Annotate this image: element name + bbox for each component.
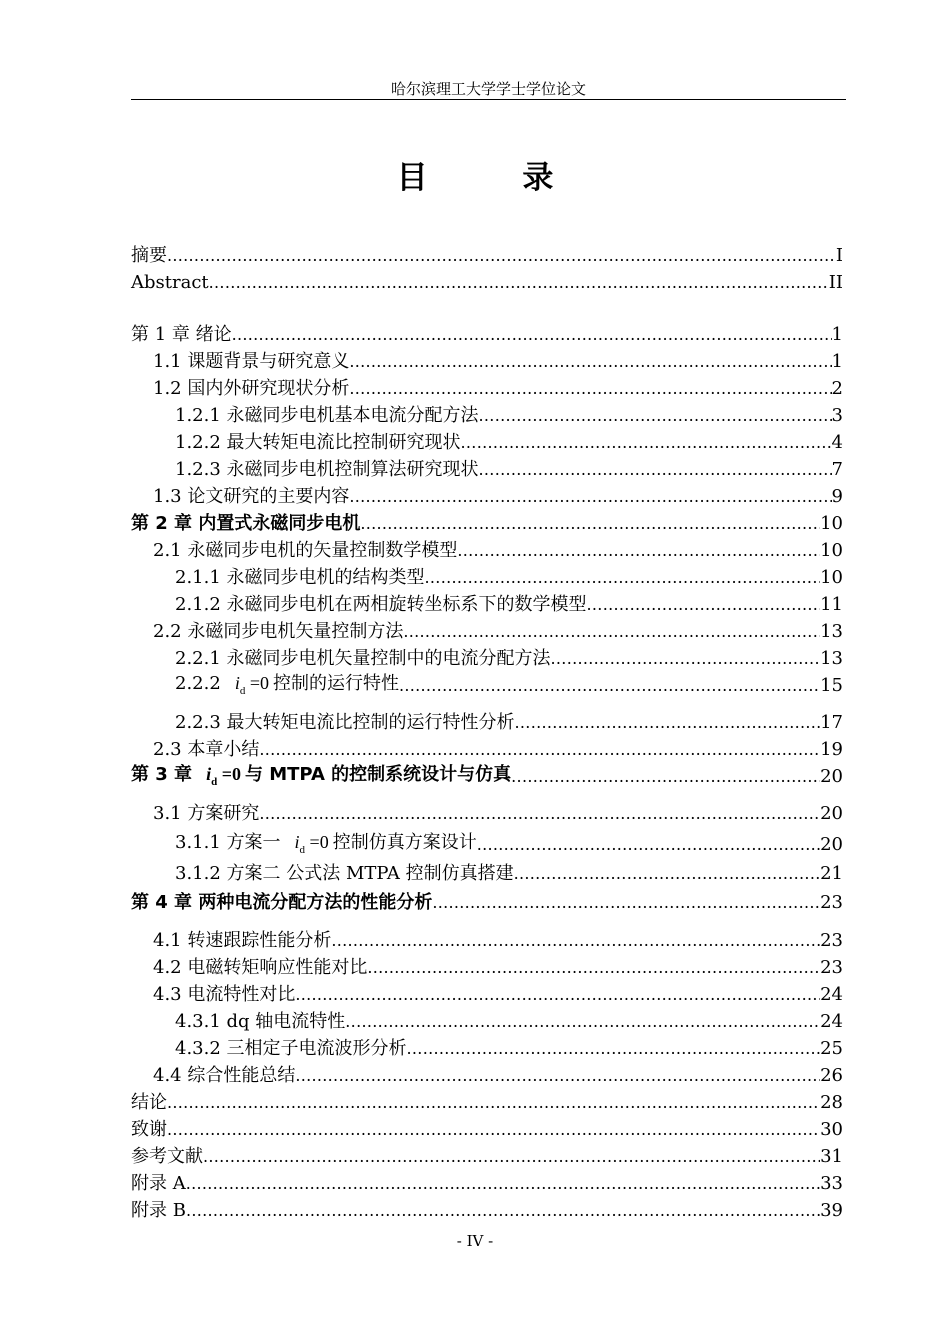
toc-entry[interactable] xyxy=(131,673,843,697)
toc-entry-label xyxy=(131,648,551,670)
toc-entry-text: 3.1.2 方案二 公式法 MTPA 控制仿真搭建 xyxy=(175,863,514,884)
toc-entry[interactable] xyxy=(131,430,843,454)
math-subscript: d xyxy=(299,844,306,856)
toc-entry-text: 2.2 永磁同步电机矢量控制方法 xyxy=(153,621,404,642)
toc-page-number: 23 xyxy=(820,930,843,951)
toc-entry-text-after: 与 MTPA 的控制系统设计与仿真 xyxy=(244,764,512,785)
toc-page-number: 28 xyxy=(820,1092,843,1113)
toc-page-number: 20 xyxy=(820,834,843,855)
toc-entry-text: 2.2.3 最大转矩电流比控制的运行特性分析 xyxy=(175,712,515,733)
toc-entry[interactable] xyxy=(131,955,843,979)
toc-page-number: 26 xyxy=(820,1065,843,1086)
toc-entry-label xyxy=(131,739,259,761)
toc-entry[interactable] xyxy=(131,270,843,294)
toc-entry-text: 4.3.2 三相定子电流波形分析 xyxy=(175,1038,407,1059)
toc-leader-dots xyxy=(479,459,832,481)
toc-page-number: 33 xyxy=(820,1173,843,1194)
toc-entry-label xyxy=(131,672,399,697)
toc-page-number: 30 xyxy=(820,1119,843,1140)
math-expression xyxy=(294,832,329,856)
toc-entry[interactable] xyxy=(131,538,843,562)
toc-entry[interactable] xyxy=(131,457,843,481)
toc-leader-dots xyxy=(403,621,820,643)
toc-entry[interactable] xyxy=(131,511,843,535)
math-rest: =0 xyxy=(217,764,241,784)
toc-leader-dots xyxy=(186,1173,820,1195)
toc-entry-text: 1.2.1 永磁同步电机基本电流分配方法 xyxy=(175,405,479,426)
toc-entry-label xyxy=(131,957,367,979)
toc-entry[interactable] xyxy=(131,565,843,589)
toc-entry-text: 1.2 国内外研究现状分析 xyxy=(153,378,350,399)
toc-page-number: 4 xyxy=(831,432,843,453)
toc-entry-text: 1.1 课题背景与研究意义 xyxy=(153,351,350,372)
toc-entry-text: 2.1.2 永磁同步电机在两相旋转坐标系下的数学模型 xyxy=(175,594,587,615)
toc-entry[interactable] xyxy=(131,890,843,914)
toc-entry-text: 第 3 章 xyxy=(131,764,193,785)
toc-entry-label xyxy=(131,324,232,346)
math-rest: =0 xyxy=(245,673,269,693)
toc-entry-text: 第 4 章 两种电流分配方法的性能分析 xyxy=(131,892,433,913)
toc-leader-dots xyxy=(514,863,821,885)
toc-leader-dots xyxy=(203,1146,820,1168)
toc-leader-dots xyxy=(407,1038,821,1060)
toc-entry-text: 2.1 永磁同步电机的矢量控制数学模型 xyxy=(153,540,458,561)
toc-page-number: 31 xyxy=(820,1146,843,1167)
toc-entry-label xyxy=(131,803,259,825)
toc-entry-label xyxy=(131,1011,345,1033)
toc-entry-text: 第 1 章 绪论 xyxy=(131,324,232,345)
toc-entry-label xyxy=(131,272,209,294)
toc-entry-text: 2.1.1 永磁同步电机的结构类型 xyxy=(175,567,425,588)
toc-page-number: 11 xyxy=(820,594,843,615)
toc-entry-text: 4.1 转速跟踪性能分析 xyxy=(153,930,332,951)
toc-entry-text: 4.3.1 dq 轴电流特性 xyxy=(175,1011,346,1032)
toc-page-number: 10 xyxy=(820,567,843,588)
toc-entry-label xyxy=(131,405,479,427)
toc-page-number: 20 xyxy=(820,766,843,787)
toc-leader-dots xyxy=(399,675,820,697)
toc-leader-dots xyxy=(479,405,832,427)
page-number: - IV - xyxy=(456,1232,494,1250)
toc-page-number: II xyxy=(828,272,843,293)
math-expression xyxy=(234,673,269,697)
toc-leader-dots xyxy=(209,272,829,294)
toc-entry-text: 2.2.1 永磁同步电机矢量控制中的电流分配方法 xyxy=(175,648,551,669)
toc-page-number: 24 xyxy=(820,1011,843,1032)
toc-leader-dots xyxy=(367,957,820,979)
toc-entry[interactable] xyxy=(131,592,843,616)
toc-entry-text: 2.3 本章小结 xyxy=(153,739,260,760)
toc-page-number: 3 xyxy=(831,405,843,426)
toc-entry-label xyxy=(131,1038,407,1060)
toc-entry-text: 4.2 电磁转矩响应性能对比 xyxy=(153,957,368,978)
toc-entry-label xyxy=(131,984,295,1006)
toc-entry-text-after: 控制的运行特性 xyxy=(272,673,399,694)
toc-entry-label xyxy=(131,1092,167,1114)
toc-entry[interactable] xyxy=(131,861,843,885)
toc-leader-dots xyxy=(461,432,832,454)
toc-entry-text: 第 2 章 内置式永磁同步电机 xyxy=(131,513,361,534)
toc-entry[interactable] xyxy=(131,982,843,1006)
toc-entry[interactable] xyxy=(131,1009,843,1033)
toc-leader-dots xyxy=(511,766,820,788)
math-subscript: d xyxy=(239,685,246,697)
toc-entry-text: 摘要 xyxy=(131,245,167,266)
toc-page-number: I xyxy=(835,245,843,266)
toc-entry[interactable] xyxy=(131,801,843,825)
toc-entry[interactable] xyxy=(131,1117,843,1141)
math-variable: i xyxy=(294,832,300,852)
toc-page-number: 24 xyxy=(820,984,843,1005)
math-variable: i xyxy=(206,764,212,784)
toc-entry-label xyxy=(131,930,331,952)
toc-page-number: 20 xyxy=(820,803,843,824)
toc-entry-text: 致谢 xyxy=(131,1119,167,1140)
toc-entry-label xyxy=(131,892,432,914)
toc-page-number: 39 xyxy=(820,1200,843,1221)
toc-leader-dots xyxy=(587,594,821,616)
toc-page-number: 1 xyxy=(831,324,843,345)
toc-page-number: 25 xyxy=(820,1038,843,1059)
toc-entry-text-after: 控制仿真方案设计 xyxy=(332,832,477,853)
toc-entry-label xyxy=(131,763,511,788)
toc-entry-label xyxy=(131,378,349,400)
toc-leader-dots xyxy=(331,930,820,952)
toc-entry[interactable] xyxy=(131,243,843,267)
toc-leader-dots xyxy=(349,486,831,508)
page-header: 哈尔滨理工大学学士学位论文 xyxy=(390,80,586,98)
toc-entry-label xyxy=(131,567,425,589)
toc-entry-text: 附录 A xyxy=(131,1173,186,1194)
toc-entry[interactable] xyxy=(131,1171,843,1195)
toc-entry[interactable] xyxy=(131,484,843,508)
toc-page-number: 13 xyxy=(820,648,843,669)
toc-page-number: 17 xyxy=(820,712,843,733)
toc-entry-text: 1.2.3 永磁同步电机控制算法研究现状 xyxy=(175,459,479,480)
toc-entry[interactable] xyxy=(131,1063,843,1087)
toc-entry-label xyxy=(131,1173,186,1195)
toc-entry-label xyxy=(131,712,515,734)
math-expression xyxy=(206,764,241,788)
toc-page-number: 13 xyxy=(820,621,843,642)
toc-entry[interactable] xyxy=(131,1090,843,1114)
toc-entry-text: 3.1.1 方案一 xyxy=(175,832,281,853)
toc-leader-dots xyxy=(477,834,820,856)
toc-page-number: 21 xyxy=(820,863,843,884)
toc-entry[interactable] xyxy=(131,928,843,952)
toc-entry-text: 1.2.2 最大转矩电流比控制研究现状 xyxy=(175,432,461,453)
toc-leader-dots xyxy=(345,1011,820,1033)
toc-page-number: 23 xyxy=(820,892,843,913)
toc-leader-dots xyxy=(457,540,820,562)
toc-entry[interactable] xyxy=(131,646,843,670)
toc-entry-label xyxy=(131,831,477,856)
toc-entry[interactable] xyxy=(131,403,843,427)
math-variable: i xyxy=(234,673,240,693)
math-rest: =0 xyxy=(305,832,329,852)
toc-entry-label xyxy=(131,621,403,643)
toc-entry[interactable] xyxy=(131,1036,843,1060)
toc-entry-label xyxy=(131,1119,167,1141)
toc-entry-text: 4.3 电流特性对比 xyxy=(153,984,296,1005)
toc-leader-dots xyxy=(167,1119,820,1141)
toc-page-number: 23 xyxy=(820,957,843,978)
toc-leader-dots xyxy=(515,712,821,734)
toc-page-number: 7 xyxy=(831,459,843,480)
toc-entry[interactable] xyxy=(131,349,843,373)
toc-leader-dots xyxy=(551,648,821,670)
toc-entry-label xyxy=(131,540,457,562)
toc-entry[interactable] xyxy=(131,710,843,734)
header-rule xyxy=(131,99,846,100)
toc-page-number: 10 xyxy=(820,513,843,534)
toc-entry-label xyxy=(131,351,349,373)
toc-page-number: 2 xyxy=(831,378,843,399)
toc-entry[interactable] xyxy=(131,1198,843,1222)
toc-entry-text: 结论 xyxy=(131,1092,167,1113)
toc-leader-dots xyxy=(167,245,836,267)
toc-entry[interactable] xyxy=(131,376,843,400)
toc-entry[interactable] xyxy=(131,737,843,761)
toc-entry-label xyxy=(131,513,360,535)
math-subscript: d xyxy=(211,776,218,788)
toc-page-number: 1 xyxy=(831,351,843,372)
toc-entry-text: 4.4 综合性能总结 xyxy=(153,1065,296,1086)
toc-entry-label xyxy=(131,459,479,481)
toc-entry-label xyxy=(131,245,167,267)
toc-entry-label xyxy=(131,1146,203,1168)
toc-entry[interactable] xyxy=(131,1144,843,1168)
toc-entry-label xyxy=(131,1200,186,1222)
toc-entry[interactable] xyxy=(131,322,843,346)
toc-entry-text: 1.3 论文研究的主要内容 xyxy=(153,486,350,507)
toc-entry-text: Abstract xyxy=(131,272,209,293)
toc-entry[interactable] xyxy=(131,764,843,788)
toc-entry-label xyxy=(131,594,587,616)
toc-leader-dots xyxy=(295,984,820,1006)
toc-entry-label xyxy=(131,486,349,508)
toc-entry-label xyxy=(131,1065,295,1087)
toc-entry-text: 2.2.2 xyxy=(175,673,221,694)
toc-leader-dots xyxy=(360,513,820,535)
toc-leader-dots xyxy=(186,1200,820,1222)
toc-leader-dots xyxy=(232,324,832,346)
toc-entry-text: 3.1 方案研究 xyxy=(153,803,260,824)
toc-leader-dots xyxy=(425,567,821,589)
toc-page-number: 10 xyxy=(820,540,843,561)
toc-leader-dots xyxy=(259,803,820,825)
toc-page-number: 9 xyxy=(831,486,843,507)
toc-entry-text: 附录 B xyxy=(131,1200,186,1221)
toc-page-number: 19 xyxy=(820,739,843,760)
toc-leader-dots xyxy=(259,739,820,761)
toc-entry[interactable] xyxy=(131,832,843,856)
toc-page-number: 15 xyxy=(820,675,843,696)
page-title: 目 录 xyxy=(396,160,596,196)
toc-leader-dots xyxy=(432,892,820,914)
toc-entry[interactable] xyxy=(131,619,843,643)
toc-leader-dots xyxy=(349,351,831,373)
toc-leader-dots xyxy=(349,378,831,400)
toc-entry-label xyxy=(131,863,514,885)
toc-entry-label xyxy=(131,432,461,454)
toc-leader-dots xyxy=(167,1092,820,1114)
toc-leader-dots xyxy=(295,1065,820,1087)
toc-entry-text: 参考文献 xyxy=(131,1146,203,1167)
